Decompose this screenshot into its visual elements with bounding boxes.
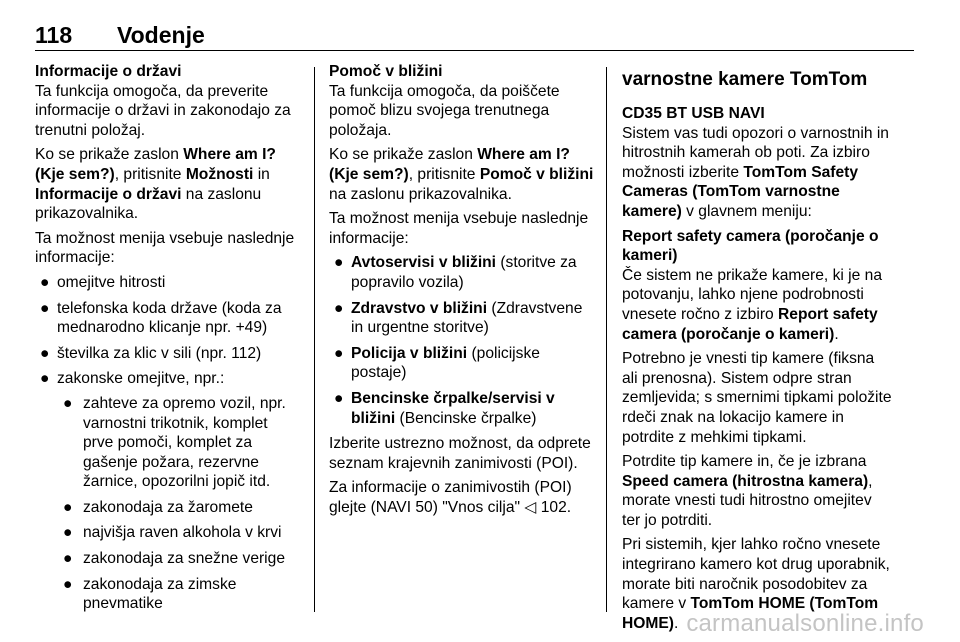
country-info-instruction: Ko se prikaže zaslon Where am I? (Kje sem?), pritisnite Možnosti in Informacije o državi na zaslonu prikazovalnika. [35,146,276,223]
sub-list-item: ● najvišja raven alkohola v krvi [63,524,282,542]
camera-type-text: Potrebno je vnesti tip kamere (fiksna ali prenosna). Sistem odpre stran zemljevida; s smernimi tipkami položite rdeči znak na lokacijo kamere in potrdite z mehkimi tipkami. [622,350,892,446]
sub-list-item: ● zakonodaja za zimske pnevmatike [63,575,237,613]
model-subheading: CD35 BT USB NAVI [622,105,765,122]
column-divider-2 [606,67,607,612]
page-number: 118 [35,22,73,48]
column-country-info [35,62,301,620]
list-item: ● Avtoservisi v bližini (storitve za popravilo vozila) [334,254,577,291]
list-item: ● omejitve hitrosti [40,273,166,291]
column-help-nearby [329,62,597,522]
help-nearby-intro: Ta funkcija omogoča, da poiščete pomoč blizu svojega trenutnega položaja. [329,82,560,139]
list-item: ● Bencinske črpalke/servisi v bližini (Bencinske črpalke) [334,389,555,427]
column-safety-cameras [622,62,892,638]
help-nearby-menu-text: Ta možnost menija vsebuje naslednje informacije: [329,210,589,247]
help-nearby-select-text: Izberite ustrezno možnost, da odprete seznam krajevnih zanimivosti (POI). [329,435,591,472]
country-info-heading: Informacije o državi [35,63,182,80]
sub-list-item: ● zakonodaja za žaromete [63,498,253,516]
country-info-menu-text: Ta možnost menija vsebuje naslednje informacije: [35,229,295,267]
list-item: ● zakonske omejitve, npr.: ● zahteve za opremo vozil, npr. varnostni trikotnik, komplet prve pomoči, komplet za gašenje požara, rezervne žarnice, opozorilni jopič itd. ● zakonodaja za žaromete ● najvišja raven alkohola v krvi ● zakonodaja za snežne verige ● zakonodaja za zimske pnevmatike [35,369,301,614]
legal-restrictions-list [57,394,301,614]
sub-list-item: ● zahteve za opremo vozil, npr. varnostni trikotnik, komplet prve pomoči, komplet za gašenje požara, rezervne žarnice, opozorilni jopič itd. [63,394,286,491]
list-item: ● Zdravstvo v bližini (Zdravstvene in urgentne storitve) [334,299,583,337]
safety-cameras-intro: Sistem vas tudi opozori o varnostnih in hitrostnih kamerah ob poti. Za izbiro možnosti izberite TomTom Safety Cameras (TomTom varnostne kamere) v glavnem meniju: [622,124,889,220]
section-title: Vodenje [117,22,205,48]
list-item: ● telefonska koda države (koda za mednarodno klicanje npr. +49) [40,299,282,337]
help-nearby-heading: Pomoč v bližini [329,63,443,80]
list-item: ● številka za klic v sili (npr. 112) [40,344,262,362]
confirm-camera-text: Potrdite tip kamere in, če je izbrana Speed camera (hitrostna kamera), morate vnesti tudi hitrostno omejitev ter jo potrditi. [622,453,873,529]
help-nearby-instruction: Ko se prikaže zaslon Where am I? (Kje sem?), pritisnite Pomoč v bližini na zaslonu prikazovalnika. [329,146,594,203]
subscription-text: Pri sistemih, kjer lahko ročno vnesete integrirano kamero kot drug uporabnik, morate biti naročnik posodobitev za kamere v TomTom HOME (TomTom HOME). [622,536,890,632]
column-divider-1 [314,67,315,612]
help-nearby-poi-reference: Za informacije o zanimivostih (POI) glejte (NAVI 50) "Vnos cilja" ◁ 102. [329,479,572,516]
watermark: carmanualsonline.info [686,610,924,637]
list-item: ● Policija v bližini (policijske postaje) [334,344,540,382]
safety-cameras-heading: varnostne kamere TomTom [622,69,868,90]
sub-list-item: ● zakonodaja za snežne verige [63,550,285,568]
header-rule [35,50,914,51]
country-info-intro: Ta funkcija omogoča, da preverite informacije o državi in zakonodajo za trenutni položaj. [35,82,291,139]
help-nearby-list [329,253,597,428]
report-camera-heading: Report safety camera (poročanje o kameri) [622,227,879,265]
page-reference-arrow-icon: ◁ [524,498,537,516]
country-info-list [35,273,301,614]
report-camera-text: Če sistem ne prikaže kamere, ki je na potovanju, lahko njene podrobnosti vnesete ročno z izbiro Report safety camera (poročanje o kameri). [622,266,882,343]
page-header [35,20,914,52]
